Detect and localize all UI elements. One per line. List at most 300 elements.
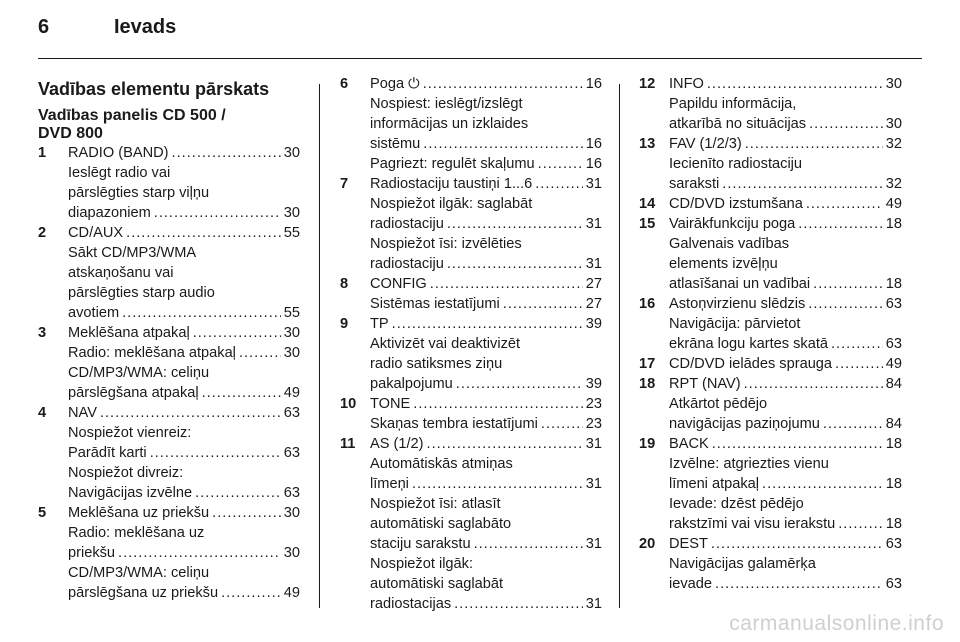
entry-text: CD/DVD izstumšana [669, 196, 803, 212]
entry-text: atskaņošanu vai [68, 265, 174, 281]
page-reference: 18 [885, 516, 902, 532]
entry-line [68, 343, 300, 363]
entry-line [669, 554, 902, 574]
entry-number: 16 [639, 296, 656, 312]
entry-text: DEST [669, 536, 708, 552]
entry-text: Nospiežot ilgāk: saglabāt [370, 196, 533, 212]
dot-leader [392, 314, 583, 334]
entry-line [370, 274, 602, 294]
entry-text: Nospiest: ieslēgt/izslēgt [370, 96, 523, 112]
entry-text: Ievade: dzēst pēdējo [669, 496, 804, 512]
entry-line [68, 163, 300, 183]
toc-entry [639, 74, 902, 134]
page-reference: 27 [585, 296, 602, 312]
entry-text: saraksti [669, 176, 720, 192]
entry-line [669, 394, 902, 414]
entry-text: staciju sarakstu [370, 536, 471, 552]
entry-number: 20 [639, 536, 656, 552]
page-reference: 55 [283, 305, 300, 321]
page-reference: 18 [885, 216, 902, 232]
page-reference: 16 [585, 136, 602, 152]
page-reference: 63 [885, 576, 902, 592]
page-reference: 49 [283, 385, 300, 401]
entry-text: Parādīt karti [68, 445, 147, 461]
entry-line [68, 363, 300, 383]
dot-leader [712, 434, 883, 454]
toc-entry [639, 294, 902, 354]
page-reference: 16 [585, 76, 602, 92]
entry-text: INFO [669, 76, 704, 92]
entry-text: ekrāna logu kartes skatā [669, 336, 828, 352]
dot-leader [831, 334, 883, 354]
entry-text: pārslēgšana atpakaļ [68, 385, 199, 401]
dot-leader [806, 194, 883, 214]
entry-line [68, 283, 300, 303]
dot-leader [809, 114, 883, 134]
entry-line [669, 334, 902, 354]
entry-text: Izvēlne: atgriezties vienu [669, 456, 829, 472]
entry-line [68, 323, 300, 343]
page-reference: 16 [585, 156, 602, 172]
entry-line [370, 254, 602, 274]
dot-leader [195, 483, 281, 503]
entry-text: automātiski saglabāt [370, 576, 504, 592]
entry-text: Sistēmas iestatījumi [370, 296, 500, 312]
entry-text: Astoņvirzienu slēdzis [669, 296, 806, 312]
dot-leader [503, 294, 583, 314]
page-reference: 39 [585, 316, 602, 332]
page-reference: 49 [885, 196, 902, 212]
dot-leader [447, 254, 583, 274]
toc-entry [340, 434, 602, 614]
page-reference: 31 [585, 476, 602, 492]
entry-text: Atkārtot pēdējo [669, 396, 768, 412]
page-reference: 18 [885, 476, 902, 492]
entry-number: 14 [639, 196, 656, 212]
toc-entry [340, 394, 602, 434]
page-reference: 30 [885, 116, 902, 132]
page-reference: 55 [283, 225, 300, 241]
entry-line [370, 514, 602, 534]
entry-number: 8 [340, 276, 349, 292]
entry-line [370, 334, 602, 354]
entry-line [68, 303, 300, 323]
entry-text: Poga ⏻ [370, 76, 420, 92]
entry-line [669, 294, 902, 314]
toc-entry [38, 323, 300, 403]
entry-line [669, 534, 902, 554]
entry-line [68, 223, 300, 243]
toc-entry [639, 214, 902, 294]
dot-leader [535, 174, 583, 194]
entry-text: rakstzīmi vai visu ierakstu [669, 516, 836, 532]
page-reference: 39 [585, 376, 602, 392]
column-left [38, 74, 300, 603]
entry-text: Navigācija: pārvietot [669, 316, 801, 332]
entry-line [370, 154, 602, 174]
page-reference: 31 [585, 216, 602, 232]
entry-number: 6 [340, 76, 349, 92]
entry-text: CD/AUX [68, 225, 124, 241]
dot-leader [412, 474, 583, 494]
entry-number: 13 [639, 136, 656, 152]
entry-text: pārslēgties starp viļņu [68, 185, 210, 201]
dot-leader [722, 174, 882, 194]
dot-leader [447, 214, 583, 234]
entry-line [68, 263, 300, 283]
toc-entry [340, 314, 602, 394]
entry-line [68, 443, 300, 463]
entry-list [38, 143, 300, 603]
entry-text: radiostaciju [370, 216, 444, 232]
entry-line [370, 374, 602, 394]
entry-text: atlasīšanai un vadībai [669, 276, 811, 292]
entry-number: 19 [639, 436, 656, 452]
entry-text: Nospiežot īsi: atlasīt [370, 496, 501, 512]
entry-text: pārslēgšana uz priekšu [68, 585, 219, 601]
dot-leader [413, 394, 582, 414]
dot-leader [150, 443, 281, 463]
dot-leader [239, 343, 281, 363]
dot-leader [427, 434, 583, 454]
dot-leader [745, 134, 883, 154]
entry-line [669, 134, 902, 154]
page-reference: 30 [885, 76, 902, 92]
entry-number: 3 [38, 325, 47, 341]
entry-line [370, 554, 602, 574]
page-reference: 32 [885, 176, 902, 192]
dot-leader [221, 583, 281, 603]
entry-line [669, 234, 902, 254]
toc-entry [639, 374, 902, 434]
entry-line [370, 534, 602, 554]
entry-line [68, 243, 300, 263]
page-reference: 49 [283, 585, 300, 601]
dot-leader [808, 294, 882, 314]
entry-text: Meklēšana atpakaļ [68, 325, 190, 341]
page-reference: 30 [283, 325, 300, 341]
toc-entry [639, 354, 902, 374]
page-reference: 30 [283, 505, 300, 521]
entry-number: 1 [38, 145, 47, 161]
toc-entry [639, 534, 902, 594]
toc-entry [639, 134, 902, 194]
entry-number: 18 [639, 376, 656, 392]
entry-text: atkarībā no situācijas [669, 116, 807, 132]
entry-text: līmeņi [370, 476, 409, 492]
page-reference: 31 [585, 596, 602, 612]
toc-entry [38, 403, 300, 503]
entry-number: 15 [639, 216, 656, 232]
dot-leader [474, 534, 583, 554]
entry-line [68, 143, 300, 163]
entry-number: 17 [639, 356, 656, 372]
entry-line [68, 503, 300, 523]
entry-text: Nospiežot īsi: izvēlēties [370, 236, 522, 252]
subsection-title-line2: DVD 800 [38, 125, 103, 142]
entry-line [669, 154, 902, 174]
entry-line [669, 274, 902, 294]
toc-entry [340, 74, 602, 174]
dot-leader [744, 374, 883, 394]
entry-line [370, 314, 602, 334]
entry-number: 11 [340, 436, 356, 452]
entry-text: Ieslēgt radio vai [68, 165, 171, 181]
entry-text: Meklēšana uz priekšu [68, 505, 210, 521]
chapter-title: Ievads [114, 16, 177, 38]
entry-text: avotiem [68, 305, 120, 321]
entry-text: priekšu [68, 545, 116, 561]
dot-leader [122, 303, 281, 323]
page-reference: 63 [283, 405, 300, 421]
dot-leader [707, 74, 883, 94]
entry-number: 5 [38, 505, 47, 521]
entry-text: Automātiskās atmiņas [370, 456, 513, 472]
entry-line [669, 194, 902, 214]
dot-leader [193, 323, 281, 343]
entry-text: TONE [370, 396, 411, 412]
entry-line [370, 134, 602, 154]
page-reference: 30 [283, 205, 300, 221]
entry-line [68, 523, 300, 543]
entry-number: 10 [340, 396, 357, 412]
entry-line [68, 583, 300, 603]
entry-number: 7 [340, 176, 349, 192]
page-reference: 84 [885, 416, 902, 432]
page-reference: 18 [885, 436, 902, 452]
entry-list [639, 74, 902, 594]
entry-line [669, 94, 902, 114]
toc-entry [38, 503, 300, 603]
dot-leader [835, 354, 883, 374]
entry-text: CD/MP3/WMA: celiņu [68, 565, 210, 581]
entry-line [370, 174, 602, 194]
entry-text: TP [370, 316, 389, 332]
entry-text: diapazoniem [68, 205, 151, 221]
section-title: Vadības elementu pārskats [38, 79, 270, 99]
entry-number: 4 [38, 405, 47, 421]
page-reference: 23 [585, 396, 602, 412]
entry-line [370, 454, 602, 474]
entry-line [370, 494, 602, 514]
dot-leader [172, 143, 281, 163]
page-number: 6 [38, 16, 50, 38]
entry-line [669, 454, 902, 474]
entry-text: Navigācijas izvēlne [68, 485, 193, 501]
entry-line [370, 394, 602, 414]
entry-text: RPT (NAV) [669, 376, 741, 392]
entry-text: informācijas un izklaides [370, 116, 529, 132]
entry-line [669, 354, 902, 374]
entry-text: ievade [669, 576, 713, 592]
dot-leader [454, 594, 583, 614]
dot-leader [212, 503, 281, 523]
entry-text: elements izvēļņu [669, 256, 778, 272]
entry-text: līmeni atpakaļ [669, 476, 760, 492]
page-header [38, 16, 176, 48]
page-reference: 63 [885, 536, 902, 552]
dot-leader [423, 74, 583, 94]
dot-leader [538, 154, 583, 174]
page-reference: 23 [585, 416, 602, 432]
header-rule [38, 58, 922, 59]
entry-text: Nospiežot divreiz: [68, 465, 184, 481]
entry-line [669, 494, 902, 514]
page-reference: 31 [585, 256, 602, 272]
entry-text: navigācijas paziņojumu [669, 416, 820, 432]
entry-line [669, 414, 902, 434]
column-right [639, 74, 902, 594]
page-reference: 31 [585, 536, 602, 552]
entry-text: Sākt CD/MP3/WMA [68, 245, 197, 261]
page-reference: 32 [885, 136, 902, 152]
entry-text: radio satiksmes ziņu [370, 356, 503, 372]
entry-text: pakalpojumu [370, 376, 453, 392]
column-divider [619, 84, 620, 608]
entry-line [370, 114, 602, 134]
entry-line [669, 374, 902, 394]
entry-text: FAV (1/2/3) [669, 136, 742, 152]
entry-text: Iecienīto radiostaciju [669, 156, 803, 172]
entry-number: 12 [639, 76, 656, 92]
entry-text: CONFIG [370, 276, 427, 292]
entry-text: NAV [68, 405, 97, 421]
dot-leader [762, 474, 883, 494]
entry-line [370, 74, 602, 94]
entry-text: Radio: meklēšana atpakaļ [68, 345, 236, 361]
page-reference: 30 [283, 145, 300, 161]
page-reference: 63 [283, 445, 300, 461]
entry-line [68, 563, 300, 583]
dot-leader [711, 534, 883, 554]
entry-line [669, 174, 902, 194]
page-reference: 30 [283, 545, 300, 561]
entry-line [68, 183, 300, 203]
page-reference: 31 [585, 436, 602, 452]
watermark: carmanualsonline.info [729, 612, 944, 635]
entry-text: CD/DVD ielādes sprauga [669, 356, 833, 372]
entry-text: Nospiežot ilgāk: [370, 556, 474, 572]
entry-text: Nospiežot vienreiz: [68, 425, 192, 441]
entry-text: radiostaciju [370, 256, 444, 272]
entry-line [669, 314, 902, 334]
page-reference: 30 [283, 345, 300, 361]
entry-line [669, 114, 902, 134]
entry-line [68, 203, 300, 223]
page-reference: 27 [585, 276, 602, 292]
dot-leader [838, 514, 883, 534]
entry-line [669, 214, 902, 234]
dot-leader [126, 223, 281, 243]
entry-line [68, 483, 300, 503]
dot-leader [100, 403, 281, 423]
entry-line [669, 254, 902, 274]
entry-text: CD/MP3/WMA: celiņu [68, 365, 210, 381]
entry-line [669, 514, 902, 534]
entry-list [340, 74, 602, 614]
dot-leader [118, 543, 281, 563]
entry-text: automātiski saglabāto [370, 516, 512, 532]
dot-leader [456, 374, 583, 394]
entry-line [370, 414, 602, 434]
entry-number: 9 [340, 316, 349, 332]
toc-entry [340, 174, 602, 274]
dot-leader [154, 203, 281, 223]
page-reference: 49 [885, 356, 902, 372]
subsection-title-line1: Vadības panelis CD 500 / [38, 107, 226, 124]
entry-text: BACK [669, 436, 709, 452]
toc-entry [639, 194, 902, 214]
entry-line [370, 354, 602, 374]
entry-text: radiostacijas [370, 596, 452, 612]
entry-text: Radiostaciju taustiņi 1...6 [370, 176, 533, 192]
entry-line [68, 383, 300, 403]
entry-text: RADIO (BAND) [68, 145, 169, 161]
page-reference: 63 [885, 296, 902, 312]
entry-line [370, 434, 602, 454]
entry-line [370, 194, 602, 214]
entry-line [669, 434, 902, 454]
entry-line [370, 214, 602, 234]
entry-line [68, 423, 300, 443]
entry-text: Navigācijas galamērķa [669, 556, 816, 572]
dot-leader [823, 414, 883, 434]
dot-leader [798, 214, 882, 234]
dot-leader [430, 274, 583, 294]
entry-text: Papildu informācija, [669, 96, 797, 112]
entry-text: Galvenais vadības [669, 236, 790, 252]
entry-text: Aktivizēt vai deaktivizēt [370, 336, 521, 352]
entry-line [669, 574, 902, 594]
column-divider [319, 84, 320, 608]
page-reference: 84 [885, 376, 902, 392]
dot-leader [541, 414, 583, 434]
dot-leader [202, 383, 281, 403]
entry-text: Skaņas tembra iestatījumi [370, 416, 538, 432]
toc-entry [639, 434, 902, 534]
toc-entry [340, 274, 602, 314]
toc-entry [38, 143, 300, 223]
entry-line [669, 474, 902, 494]
entry-text: Vairākfunkciju poga [669, 216, 796, 232]
entry-line [370, 474, 602, 494]
dot-leader [813, 274, 883, 294]
page-reference: 31 [585, 176, 602, 192]
toc-entry [38, 223, 300, 323]
entry-line [68, 463, 300, 483]
entry-line [370, 294, 602, 314]
entry-text: AS (1/2) [370, 436, 424, 452]
entry-line [370, 594, 602, 614]
entry-line [370, 94, 602, 114]
entry-text: sistēmu [370, 136, 421, 152]
entry-number: 2 [38, 225, 47, 241]
page-reference: 63 [283, 485, 300, 501]
dot-leader [423, 134, 582, 154]
column-middle [340, 74, 602, 614]
entry-line [370, 234, 602, 254]
entry-text: Radio: meklēšana uz [68, 525, 205, 541]
entry-line [68, 543, 300, 563]
entry-text: pārslēgties starp audio [68, 285, 215, 301]
page-reference: 18 [885, 276, 902, 292]
entry-line [669, 74, 902, 94]
entry-text: Pagriezt: regulēt skaļumu [370, 156, 535, 172]
entry-line [370, 574, 602, 594]
dot-leader [715, 574, 883, 594]
entry-line [68, 403, 300, 423]
page-reference: 63 [885, 336, 902, 352]
